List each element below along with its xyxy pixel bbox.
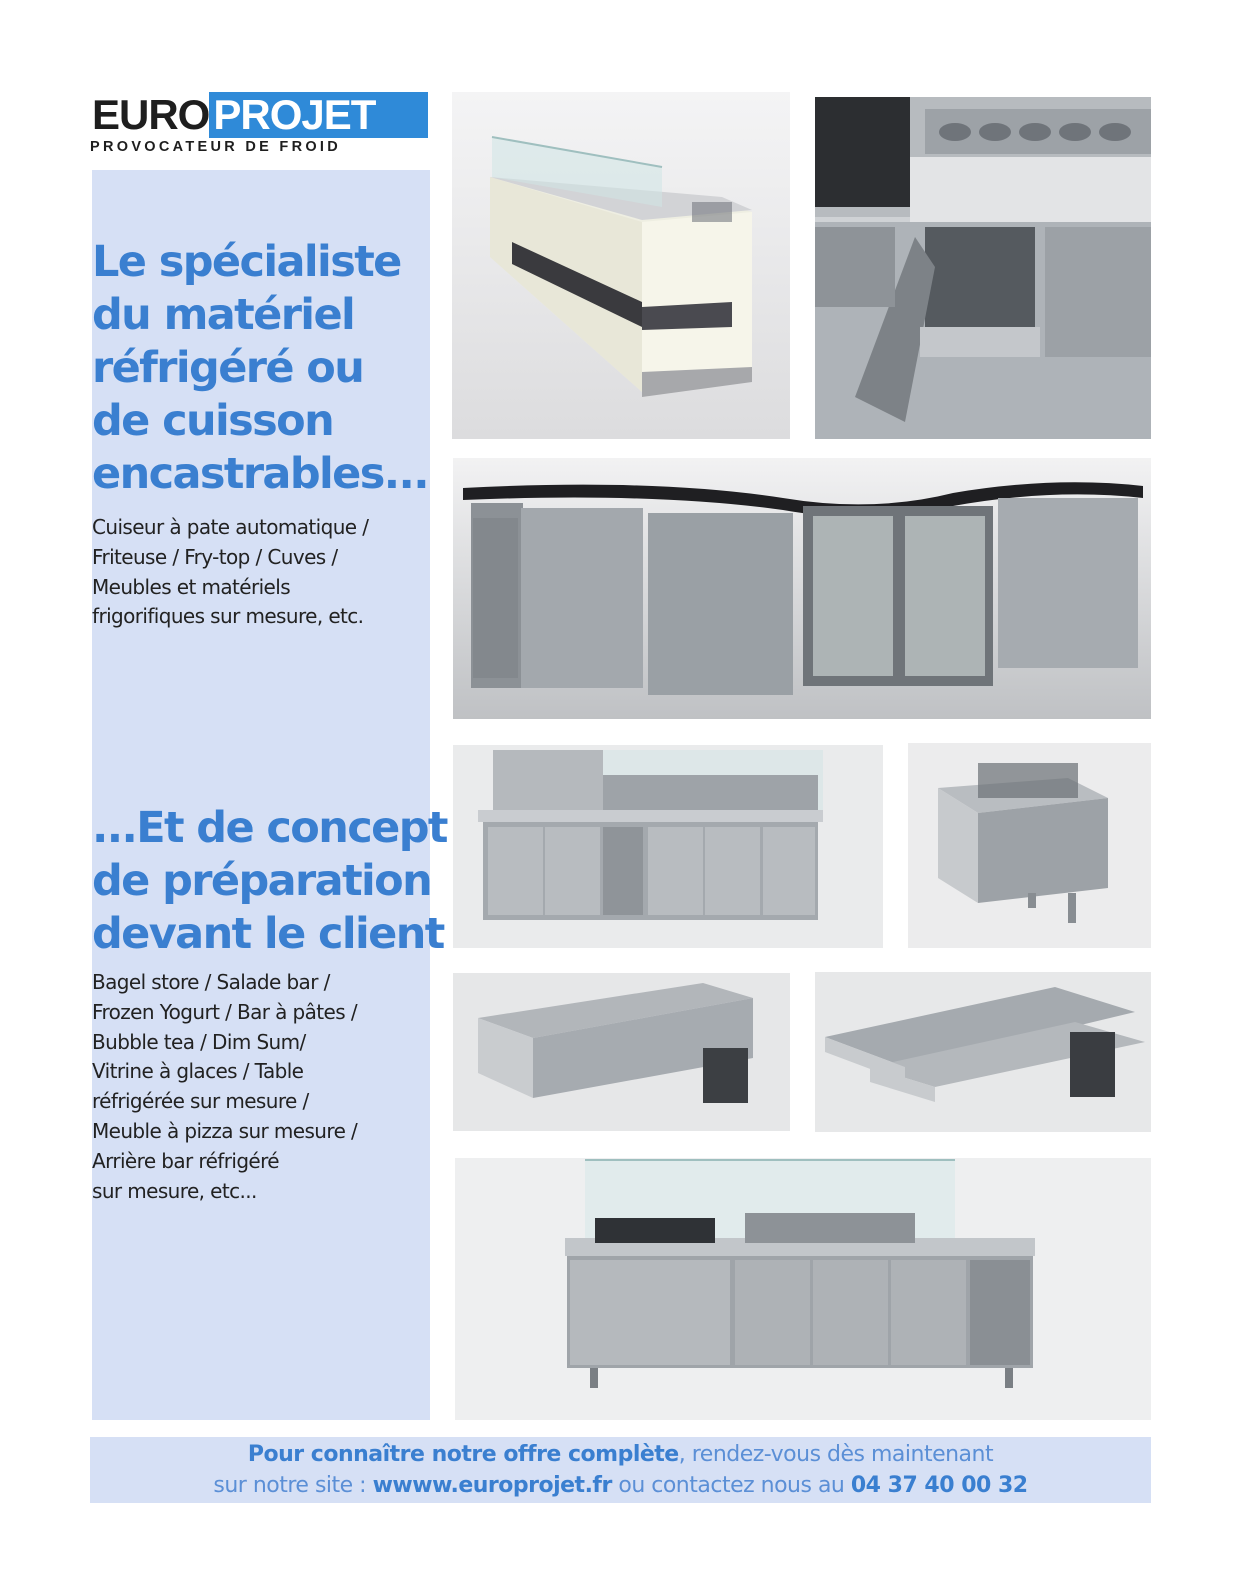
footer-contact-text: ou contactez nous au [611, 1473, 851, 1498]
photo-stainless-cabinet-open-door [815, 97, 1151, 439]
headline-line: de préparation [92, 856, 432, 906]
website-link[interactable]: wwww.europrojet.fr [372, 1473, 612, 1498]
concept-description [92, 968, 427, 1206]
photo-stepped-drop-in [815, 972, 1151, 1132]
logo-euro-text: EURO [92, 91, 210, 138]
photo-white-display-counter [452, 92, 790, 439]
headline-line: de cuisson [92, 396, 334, 446]
description-line: Bubble tea / Dim Sum/ [92, 1029, 306, 1054]
headline-specialist [92, 236, 437, 501]
europrojet-logo [90, 92, 428, 156]
footer-line-2 [90, 1470, 1151, 1501]
description-line: Cuiseur à pate automatique / [92, 515, 369, 539]
photo-preparation-counter [453, 745, 883, 948]
description-line: Bagel store / Salade bar / [92, 970, 330, 994]
headline-line: réfrigéré ou [92, 343, 364, 393]
description-line: frigorifiques sur mesure, etc. [92, 604, 364, 629]
photo-curved-bar-counter [453, 458, 1151, 719]
description-line: réfrigérée sur mesure / [92, 1089, 309, 1114]
footer-contact-banner [90, 1437, 1151, 1503]
footer-visit-text: , rendez-vous dès maintenant [678, 1442, 994, 1467]
footer-site-label: sur notre site : [213, 1473, 373, 1498]
headline-line: ...Et de concept [92, 803, 447, 853]
description-line: Meuble à pizza sur mesure / [92, 1118, 358, 1143]
photo-drop-in-cold-well [453, 973, 790, 1131]
logo-wordmark [90, 92, 428, 138]
logo-tagline: PROVOCATEUR DE FROID [90, 139, 342, 155]
footer-offer-text: Pour connaître notre offre complète [247, 1442, 679, 1467]
logo-projet-text: PROJET [209, 92, 428, 138]
description-line: Friteuse / Fry-top / Cuves / [92, 544, 338, 569]
photo-pasta-cooker [908, 743, 1151, 948]
description-line: Meubles et matériels [92, 574, 291, 599]
description-line: Frozen Yogurt / Bar à pâtes / [92, 999, 357, 1024]
footer-line-1 [90, 1439, 1151, 1470]
photo-salad-bar-counter [455, 1158, 1151, 1420]
description-line: sur mesure, etc... [92, 1178, 257, 1203]
phone-number[interactable]: 04 37 40 00 32 [850, 1473, 1028, 1498]
headline-line: du matériel [92, 290, 355, 340]
equipment-description [92, 513, 427, 632]
headline-line: Le spécialiste [92, 237, 401, 287]
headline-line: encastrables... [92, 449, 428, 499]
headline-concept [92, 802, 447, 961]
description-line: Vitrine à glaces / Table [92, 1059, 304, 1084]
description-line: Arrière bar réfrigéré [92, 1148, 280, 1173]
headline-line: devant le client [92, 909, 444, 959]
